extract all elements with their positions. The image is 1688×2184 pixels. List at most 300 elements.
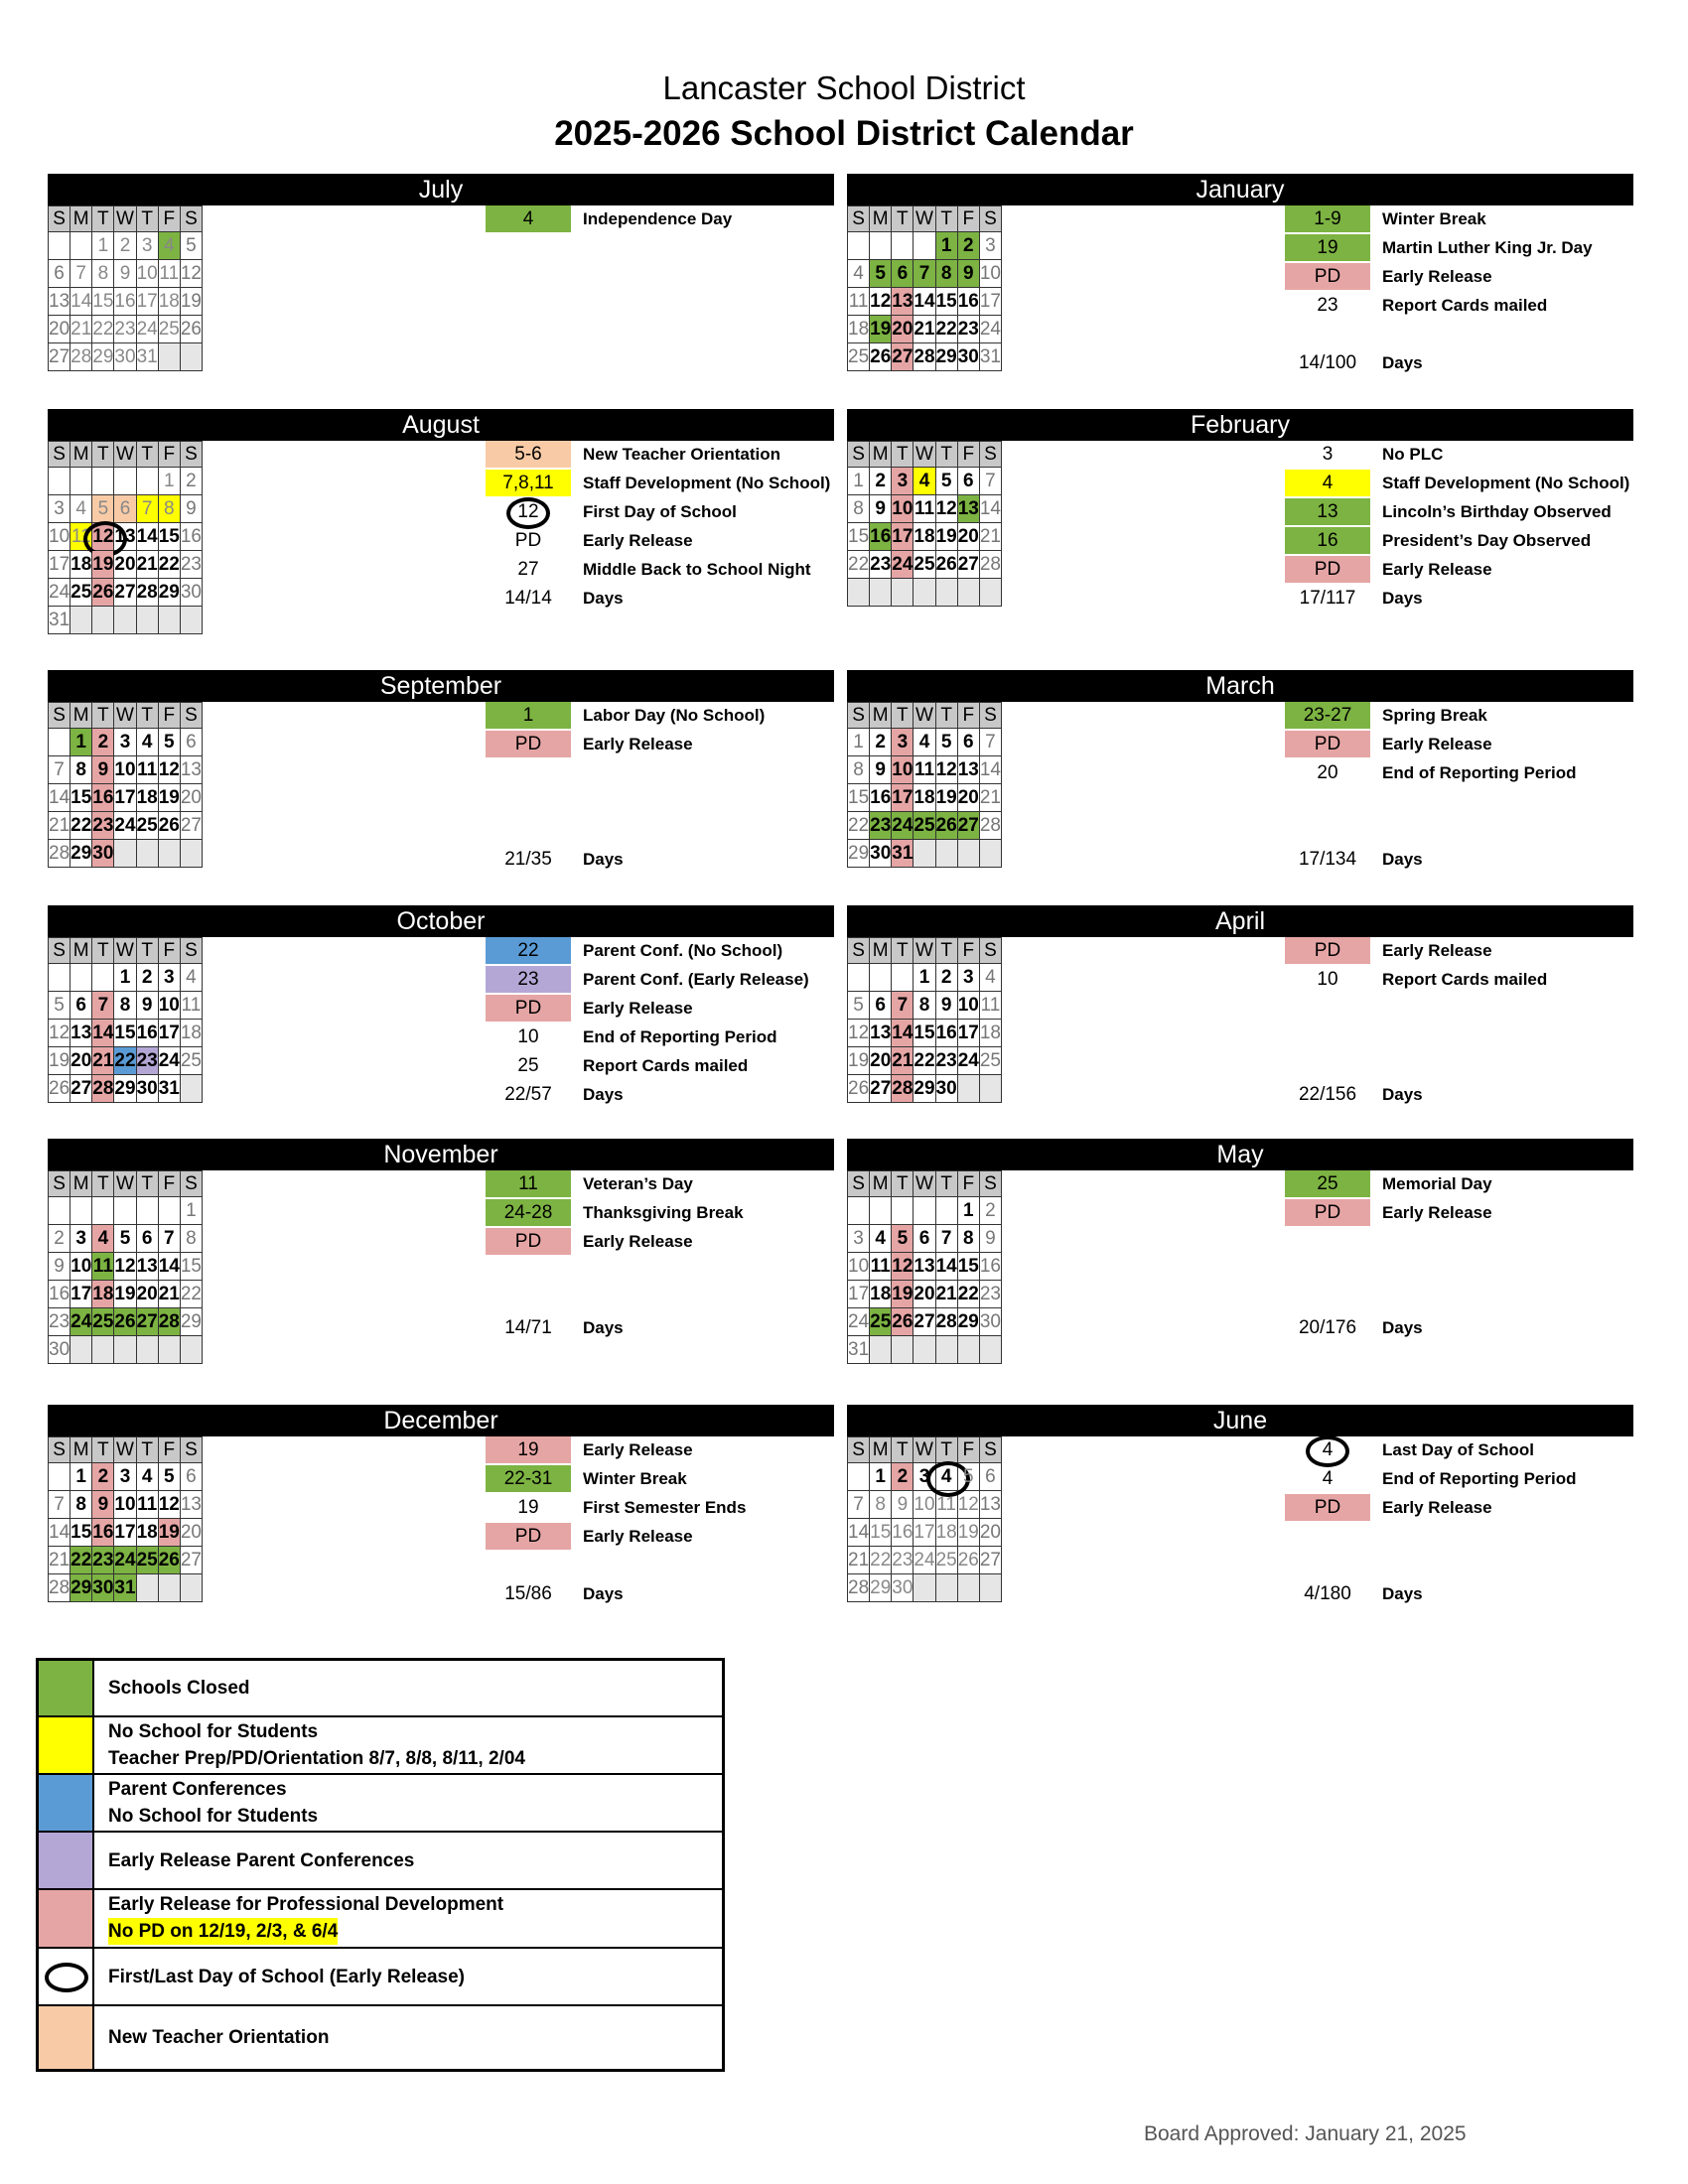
day-cell: 8 — [180, 1225, 202, 1253]
day-cell: 12 — [158, 1491, 180, 1519]
day-cell: 24 — [979, 316, 1001, 343]
day-cell: 24 — [114, 812, 136, 840]
day-cell: 3 — [914, 1463, 935, 1491]
day-cell: 12 — [180, 260, 202, 288]
day-cell: 28 — [158, 1308, 180, 1336]
day-cell: 26 — [870, 343, 892, 371]
empty-cell — [914, 1336, 935, 1364]
day-cell: 2 — [870, 729, 892, 756]
day-cell: 2 — [957, 232, 979, 260]
day-cell: 14 — [979, 756, 1001, 784]
day-header: T — [92, 938, 114, 964]
event-code — [486, 1257, 571, 1284]
month-title: June — [847, 1405, 1633, 1436]
empty-cell — [180, 1075, 202, 1103]
day-cell: 1 — [848, 729, 870, 756]
day-cell: 28 — [848, 1574, 870, 1602]
empty-cell — [180, 607, 202, 634]
day-header: S — [979, 442, 1001, 468]
day-cell: 28 — [892, 1075, 914, 1103]
day-cell: 25 — [136, 1547, 158, 1574]
day-header: S — [180, 703, 202, 729]
day-cell: 26 — [935, 812, 957, 840]
day-cell: 6 — [892, 260, 914, 288]
day-header: S — [979, 938, 1001, 964]
event-description: Lincoln’s Birthday Observed — [1382, 502, 1612, 521]
day-header: M — [870, 938, 892, 964]
event-code: 20/176 — [1298, 1317, 1357, 1338]
event-description: End of Reporting Period — [1382, 763, 1577, 782]
day-cell: 21 — [158, 1281, 180, 1308]
day-cell: 8 — [70, 756, 92, 784]
day-cell: 30 — [935, 1075, 957, 1103]
day-cell: 13 — [979, 1491, 1001, 1519]
month-grid — [847, 702, 1002, 868]
day-cell: 1 — [180, 1197, 202, 1225]
day-cell: 10 — [914, 1491, 935, 1519]
day-cell: 4 — [136, 1463, 158, 1491]
event-code: 4/180 — [1304, 1583, 1351, 1604]
day-header: F — [957, 442, 979, 468]
empty-cell — [49, 468, 70, 495]
legend-swatch — [39, 1661, 94, 1715]
day-cell: 31 — [979, 343, 1001, 371]
day-cell: 26 — [180, 316, 202, 343]
day-header: M — [870, 442, 892, 468]
day-cell: 17 — [979, 288, 1001, 316]
event-code: 12 — [486, 498, 571, 525]
day-cell: 11 — [136, 1491, 158, 1519]
event-code: PD — [514, 530, 542, 551]
day-cell: 23 — [935, 1047, 957, 1075]
day-header: S — [49, 442, 70, 468]
event-code: 16 — [1285, 527, 1370, 554]
event-code: 1 — [486, 702, 571, 729]
empty-cell — [848, 232, 870, 260]
event-description: Days — [583, 1318, 624, 1337]
day-cell: 28 — [979, 551, 1001, 579]
board-approved-note: Board Approved: January 21, 2025 — [1144, 2122, 1467, 2145]
empty-cell — [70, 232, 92, 260]
empty-cell — [979, 1075, 1001, 1103]
event-description: No PLC — [1382, 445, 1444, 464]
day-cell: 7 — [70, 260, 92, 288]
day-header: T — [136, 703, 158, 729]
empty-cell — [892, 964, 914, 992]
event-description: Memorial Day — [1382, 1174, 1492, 1193]
month-title: October — [48, 905, 834, 937]
day-header: S — [180, 1171, 202, 1197]
day-header: W — [114, 206, 136, 232]
legend-label: No PD on 12/19, 2/3, & 6/4 — [108, 1918, 338, 1945]
day-cell: 29 — [114, 1075, 136, 1103]
day-cell: 27 — [180, 1547, 202, 1574]
day-cell: 4 — [180, 964, 202, 992]
day-cell: 18 — [136, 784, 158, 812]
day-cell: 28 — [136, 579, 158, 607]
day-cell: 10 — [114, 756, 136, 784]
day-cell: 1 — [935, 232, 957, 260]
day-cell: 23 — [870, 812, 892, 840]
empty-cell — [114, 468, 136, 495]
empty-cell — [892, 1197, 914, 1225]
event-code: 4 — [1285, 470, 1370, 496]
event-code: 10 — [1317, 969, 1338, 990]
event-code — [1285, 1257, 1370, 1284]
event-description: Days — [583, 1584, 624, 1603]
day-header: T — [935, 938, 957, 964]
event-description: End of Reporting Period — [583, 1027, 777, 1046]
event-code: 4 — [486, 205, 571, 232]
day-cell: 15 — [870, 1519, 892, 1547]
month-title: April — [847, 905, 1633, 937]
day-cell: 8 — [870, 1491, 892, 1519]
event-description: Parent Conf. (Early Release) — [583, 970, 809, 989]
legend-label: New Teacher Orientation — [108, 2027, 330, 2048]
day-cell: 28 — [979, 812, 1001, 840]
day-cell: 22 — [848, 812, 870, 840]
day-header: M — [870, 1171, 892, 1197]
empty-cell — [914, 1197, 935, 1225]
day-cell: 31 — [114, 1574, 136, 1602]
day-cell: 19 — [957, 1519, 979, 1547]
event-code: 17/134 — [1298, 849, 1357, 870]
empty-cell — [49, 729, 70, 756]
day-cell: 4 — [935, 1463, 957, 1491]
empty-cell — [914, 232, 935, 260]
legend-row — [39, 1717, 722, 1775]
day-header: T — [136, 1437, 158, 1463]
empty-cell — [136, 607, 158, 634]
event-code: 19 — [517, 1497, 539, 1518]
day-cell: 14 — [49, 784, 70, 812]
day-cell: 1 — [114, 964, 136, 992]
day-cell: 22 — [180, 1281, 202, 1308]
day-cell: 1 — [914, 964, 935, 992]
empty-cell — [92, 964, 114, 992]
day-cell: 26 — [935, 551, 957, 579]
event-code — [1285, 995, 1370, 1022]
day-cell: 14 — [892, 1020, 914, 1047]
day-header: M — [70, 1437, 92, 1463]
event-code: 25 — [1285, 1170, 1370, 1197]
day-cell: 7 — [49, 756, 70, 784]
day-cell: 21 — [892, 1047, 914, 1075]
day-cell: 29 — [848, 840, 870, 868]
day-cell: 25 — [136, 812, 158, 840]
day-cell: 4 — [158, 232, 180, 260]
day-header: F — [158, 206, 180, 232]
day-cell: 2 — [180, 468, 202, 495]
day-cell: 19 — [180, 288, 202, 316]
day-cell: 13 — [870, 1020, 892, 1047]
day-cell: 31 — [892, 840, 914, 868]
day-cell: 20 — [180, 784, 202, 812]
day-cell: 8 — [914, 992, 935, 1020]
day-cell: 3 — [979, 232, 1001, 260]
day-header: T — [935, 442, 957, 468]
month-title: May — [847, 1139, 1633, 1170]
day-cell: 4 — [979, 964, 1001, 992]
day-cell: 12 — [870, 288, 892, 316]
event-code: 14/100 — [1298, 352, 1357, 373]
empty-cell — [92, 1336, 114, 1364]
day-header: T — [935, 1171, 957, 1197]
day-cell: 15 — [848, 784, 870, 812]
day-cell: 15 — [848, 523, 870, 551]
month-title: January — [847, 174, 1633, 205]
month-title: February — [847, 409, 1633, 441]
day-cell: 10 — [49, 523, 70, 551]
day-cell: 5 — [49, 992, 70, 1020]
month-grid — [48, 205, 203, 371]
empty-cell — [870, 1336, 892, 1364]
day-cell: 21 — [979, 523, 1001, 551]
event-code — [1285, 1052, 1370, 1079]
day-header: M — [70, 206, 92, 232]
event-code — [486, 759, 571, 786]
day-cell: 15 — [114, 1020, 136, 1047]
day-cell: 4 — [92, 1225, 114, 1253]
legend-label: Schools Closed — [108, 1678, 250, 1699]
day-cell: 2 — [870, 468, 892, 495]
day-cell: 30 — [870, 840, 892, 868]
legend-label: First/Last Day of School (Early Release) — [108, 1967, 466, 1987]
day-cell: 16 — [870, 784, 892, 812]
empty-cell — [914, 840, 935, 868]
event-description: Early Release — [583, 1232, 693, 1251]
empty-cell — [935, 840, 957, 868]
day-header: S — [49, 206, 70, 232]
day-cell: 27 — [870, 1075, 892, 1103]
event-code: 23 — [486, 966, 571, 993]
day-cell: 20 — [70, 1047, 92, 1075]
day-cell: 1 — [70, 1463, 92, 1491]
day-cell: 6 — [49, 260, 70, 288]
day-cell: 2 — [935, 964, 957, 992]
day-cell: 14 — [848, 1519, 870, 1547]
day-header: T — [136, 206, 158, 232]
day-cell: 28 — [914, 343, 935, 371]
event-code: PD — [486, 995, 571, 1022]
day-cell: 18 — [92, 1281, 114, 1308]
day-cell: 16 — [979, 1253, 1001, 1281]
day-header: F — [158, 1171, 180, 1197]
calendar-title: 2025-2026 School District Calendar — [554, 114, 1134, 153]
event-description: Veteran’s Day — [583, 1174, 693, 1193]
day-cell: 22 — [914, 1047, 935, 1075]
day-cell: 21 — [914, 316, 935, 343]
day-cell: 19 — [935, 523, 957, 551]
day-cell: 19 — [92, 551, 114, 579]
day-cell: 30 — [49, 1336, 70, 1364]
day-cell: 21 — [70, 316, 92, 343]
legend-row — [39, 1890, 722, 1949]
day-cell: 15 — [935, 288, 957, 316]
day-cell: 23 — [136, 1047, 158, 1075]
day-cell: 30 — [892, 1574, 914, 1602]
event-description: Days — [1382, 353, 1423, 372]
day-cell: 24 — [892, 812, 914, 840]
empty-cell — [136, 1197, 158, 1225]
event-description: Report Cards mailed — [1382, 296, 1548, 315]
event-code: 27 — [517, 559, 539, 580]
day-cell: 6 — [70, 992, 92, 1020]
event-description: Winter Break — [583, 1469, 687, 1488]
event-description: Early Release — [1382, 560, 1492, 579]
day-cell: 13 — [70, 1020, 92, 1047]
day-cell: 16 — [92, 1519, 114, 1547]
day-header: S — [49, 1171, 70, 1197]
month-grid — [48, 441, 203, 634]
day-header: T — [92, 703, 114, 729]
day-cell: 23 — [114, 316, 136, 343]
day-cell: 7 — [979, 729, 1001, 756]
day-cell: 31 — [158, 1075, 180, 1103]
day-cell: 9 — [180, 495, 202, 523]
event-code: 23-27 — [1285, 702, 1370, 729]
day-cell: 7 — [979, 468, 1001, 495]
day-cell: 30 — [136, 1075, 158, 1103]
day-cell: 10 — [114, 1491, 136, 1519]
day-cell: 18 — [848, 316, 870, 343]
day-cell: 21 — [979, 784, 1001, 812]
event-description: Days — [1382, 1584, 1423, 1603]
day-cell: 24 — [957, 1047, 979, 1075]
legend-swatch — [39, 1890, 94, 1947]
day-cell: 26 — [892, 1308, 914, 1336]
legend-swatch — [39, 1833, 94, 1888]
legend — [36, 1658, 725, 2072]
day-cell: 25 — [92, 1308, 114, 1336]
day-cell: 22 — [70, 812, 92, 840]
day-cell: 25 — [158, 316, 180, 343]
day-cell: 8 — [114, 992, 136, 1020]
day-cell: 2 — [92, 729, 114, 756]
day-cell: 23 — [92, 1547, 114, 1574]
empty-cell — [892, 579, 914, 607]
legend-row — [39, 1661, 722, 1717]
day-cell: 11 — [180, 992, 202, 1020]
day-cell: 16 — [49, 1281, 70, 1308]
day-cell: 12 — [892, 1253, 914, 1281]
day-header: T — [935, 703, 957, 729]
day-cell: 5 — [92, 495, 114, 523]
day-cell: 20 — [979, 1519, 1001, 1547]
event-code: 22 — [486, 937, 571, 964]
event-description: Early Release — [1382, 267, 1492, 286]
day-cell: 15 — [70, 784, 92, 812]
day-cell: 16 — [870, 523, 892, 551]
day-cell: 29 — [92, 343, 114, 371]
day-cell: 12 — [935, 756, 957, 784]
day-cell: 3 — [70, 1225, 92, 1253]
day-cell: 9 — [92, 1491, 114, 1519]
empty-cell — [114, 840, 136, 868]
day-header: W — [114, 703, 136, 729]
day-cell: 20 — [180, 1519, 202, 1547]
day-header: S — [180, 938, 202, 964]
event-description: Spring Break — [1382, 706, 1487, 725]
event-code: PD — [1285, 556, 1370, 583]
day-cell: 27 — [70, 1075, 92, 1103]
day-cell: 18 — [180, 1020, 202, 1047]
day-cell: 27 — [957, 551, 979, 579]
day-cell: 10 — [136, 260, 158, 288]
day-cell: 19 — [158, 1519, 180, 1547]
day-cell: 17 — [892, 784, 914, 812]
day-cell: 31 — [136, 343, 158, 371]
day-cell: 12 — [848, 1020, 870, 1047]
empty-cell — [136, 1336, 158, 1364]
event-description: Days — [1382, 1318, 1423, 1337]
day-cell: 25 — [870, 1308, 892, 1336]
day-header: S — [180, 442, 202, 468]
day-cell: 22 — [870, 1547, 892, 1574]
event-description: Labor Day (No School) — [583, 706, 766, 725]
event-code — [1285, 1228, 1370, 1255]
day-header: T — [892, 703, 914, 729]
empty-cell — [49, 232, 70, 260]
day-header: M — [70, 938, 92, 964]
empty-cell — [870, 1197, 892, 1225]
day-cell: 11 — [870, 1253, 892, 1281]
month-title: July — [48, 174, 834, 205]
day-header: T — [92, 442, 114, 468]
day-cell: 10 — [892, 756, 914, 784]
empty-cell — [935, 1336, 957, 1364]
day-cell: 17 — [49, 551, 70, 579]
day-cell: 19 — [848, 1047, 870, 1075]
event-description: Middle Back to School Night — [583, 560, 811, 579]
day-cell: 19 — [158, 784, 180, 812]
empty-cell — [158, 607, 180, 634]
day-header: F — [158, 703, 180, 729]
empty-cell — [158, 343, 180, 371]
day-cell: 22 — [935, 316, 957, 343]
day-header: M — [70, 703, 92, 729]
day-cell: 5 — [114, 1225, 136, 1253]
day-header: S — [49, 703, 70, 729]
empty-cell — [870, 232, 892, 260]
empty-cell — [848, 1197, 870, 1225]
empty-cell — [70, 468, 92, 495]
event-code — [486, 1552, 571, 1578]
month-grid — [48, 1436, 203, 1602]
event-description: Early Release — [583, 735, 693, 753]
legend-row — [39, 1949, 722, 2006]
day-header: T — [935, 1437, 957, 1463]
day-cell: 26 — [848, 1075, 870, 1103]
day-cell: 27 — [957, 812, 979, 840]
event-code: 22-31 — [486, 1465, 571, 1492]
day-header: W — [114, 1171, 136, 1197]
empty-cell — [848, 964, 870, 992]
day-cell: 30 — [979, 1308, 1001, 1336]
event-description: First Semester Ends — [583, 1498, 747, 1517]
day-cell: 24 — [158, 1047, 180, 1075]
day-cell: 30 — [957, 343, 979, 371]
day-cell: 13 — [957, 495, 979, 523]
day-cell: 9 — [92, 756, 114, 784]
empty-cell — [158, 1574, 180, 1602]
day-cell: 16 — [957, 288, 979, 316]
day-cell: 21 — [136, 551, 158, 579]
day-cell: 4 — [70, 495, 92, 523]
day-header: T — [92, 206, 114, 232]
day-cell: 20 — [914, 1281, 935, 1308]
day-cell: 25 — [914, 812, 935, 840]
